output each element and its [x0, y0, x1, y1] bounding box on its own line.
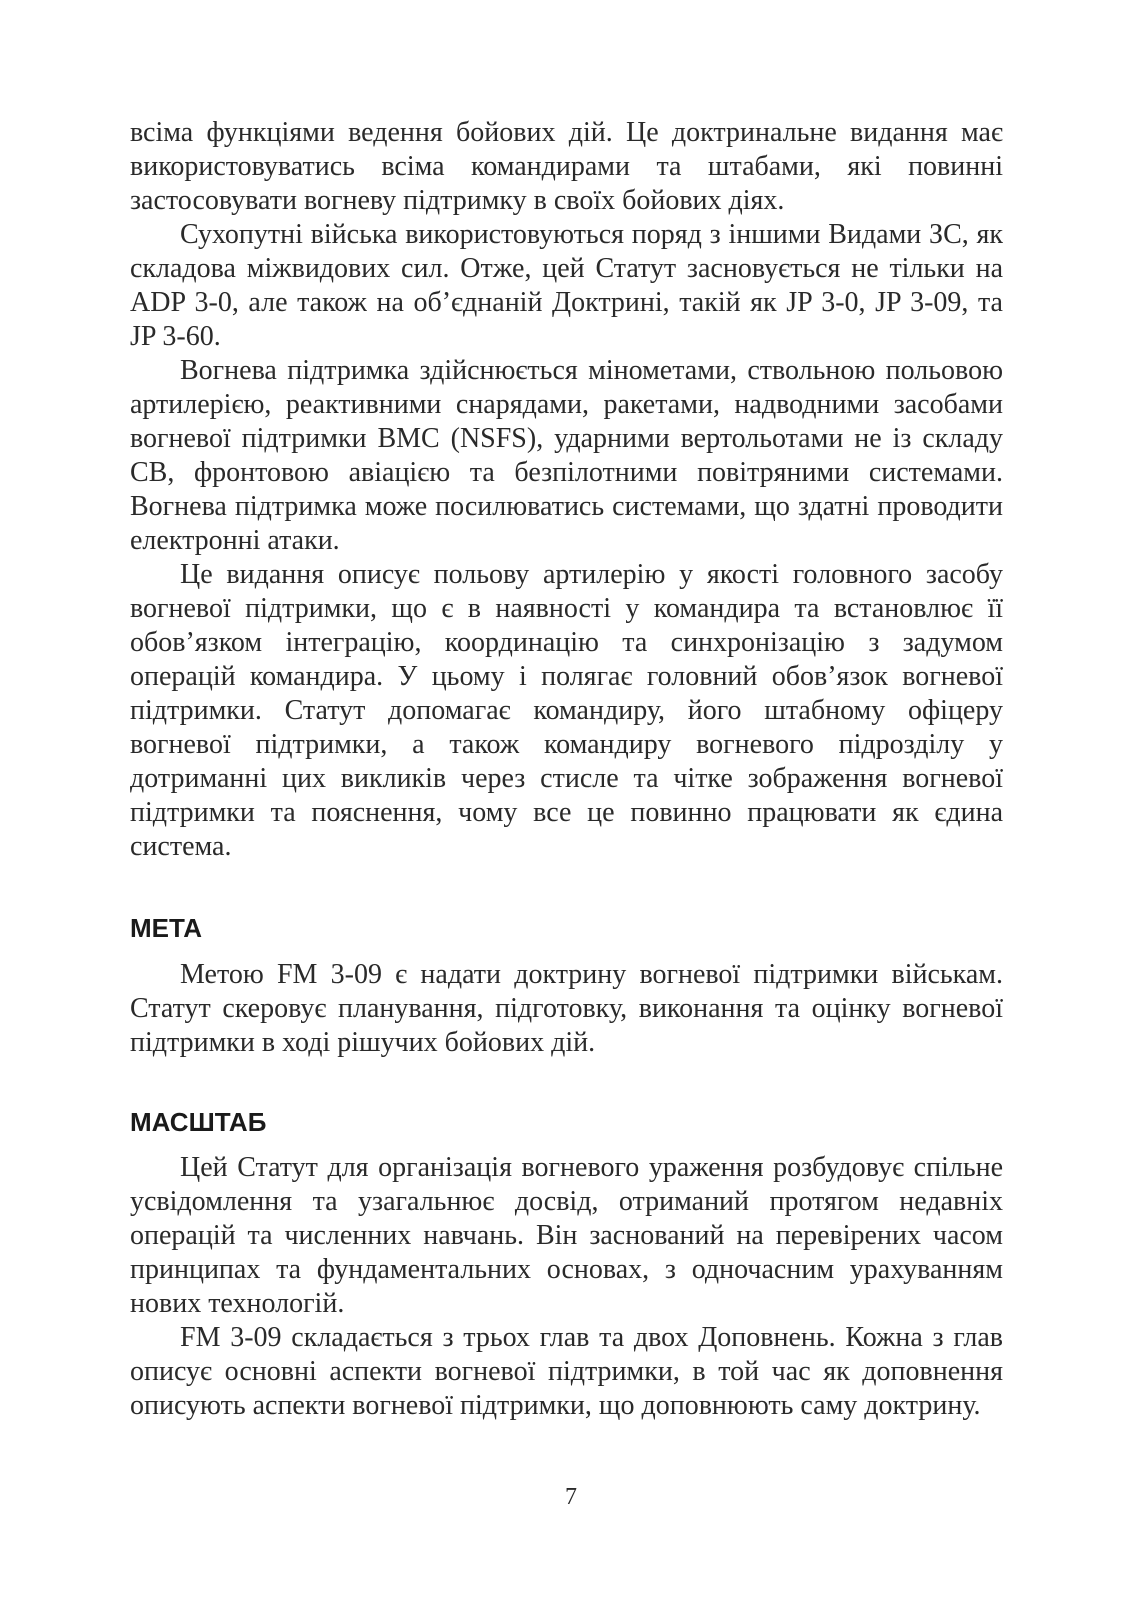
purpose-section — [130, 958, 1003, 1060]
intro-paragraph-2: Сухопутні війська використовуються поряд з іншими Видами ЗС, як складова міжвидових сил. Отже, цей Статут засновується не тільки на ADP 3-0, але також на об’єднаній Доктрині, такій як JP 3-0, JP 3-09, та JP 3-60. — [130, 219, 1003, 352]
scope-paragraph-1: Цей Статут для організація вогневого ураження розбудовує спільне усвідомлення та узагальнює досвід, отриманий протягом недавніх операцій та численних навчань. Він заснований на перевірених часом принципах та фундаментальних основах, з одночасним урахуванням нових технологій. — [130, 1152, 1003, 1319]
scope-heading: МАСШТАБ — [130, 1107, 267, 1137]
intro-paragraph-3: Вогнева підтримка здійснюється мінометами, ствольною польовою артилерією, реактивними снарядами, ракетами, надводними засобами вогневої підтримки ВМС (NSFS), ударними вертольотами не із складу СВ, фронтовою авіацією та безпілотними повітряними системами. Вогнева підтримка може посилюватись системами, що здатні проводити електронні атаки. — [130, 355, 1003, 556]
intro-paragraph-1: всіма функціями ведення бойових дій. Це доктринальне видання має використовуватись всіма командирами та штабами, які повинні застосовувати вогневу підтримку в своїх бойових діях. — [130, 117, 1003, 216]
page-number: 7 — [565, 1484, 577, 1510]
scope-paragraph-2: FM 3-09 складається з трьох глав та двох Доповнень. Кожна з глав описує основні аспекти вогневої підтримки, в той час як доповнення описують аспекти вогневої підтримки, що доповнюють саму доктрину. — [130, 1322, 1003, 1421]
scope-section — [130, 1151, 1003, 1423]
purpose-paragraph-1: Метою FM 3-09 є надати доктрину вогневої підтримки військам. Статут скеровує планування, підготовку, виконання та оцінку вогневої підтримки в ході рішучих бойових дій. — [130, 959, 1003, 1058]
intro-paragraph-4: Це видання описує польову артилерію у якості головного засобу вогневої підтримки, що є в наявності у командира та встановлює її обов’язком інтеграцію, координацію та синхронізацію з задумом операцій командира. У цьому і полягає головний обов’язок вогневої підтримки. Статут допомагає командиру, його штабному офіцеру вогневої підтримки, а також командиру вогневого підрозділу у дотриманні цих викликів через стисле та чітке зображення вогневої підтримки та пояснення, чому все це повинно працювати як єдина система. — [130, 559, 1003, 862]
purpose-heading: МЕТА — [130, 913, 203, 943]
intro-section — [130, 116, 1003, 864]
